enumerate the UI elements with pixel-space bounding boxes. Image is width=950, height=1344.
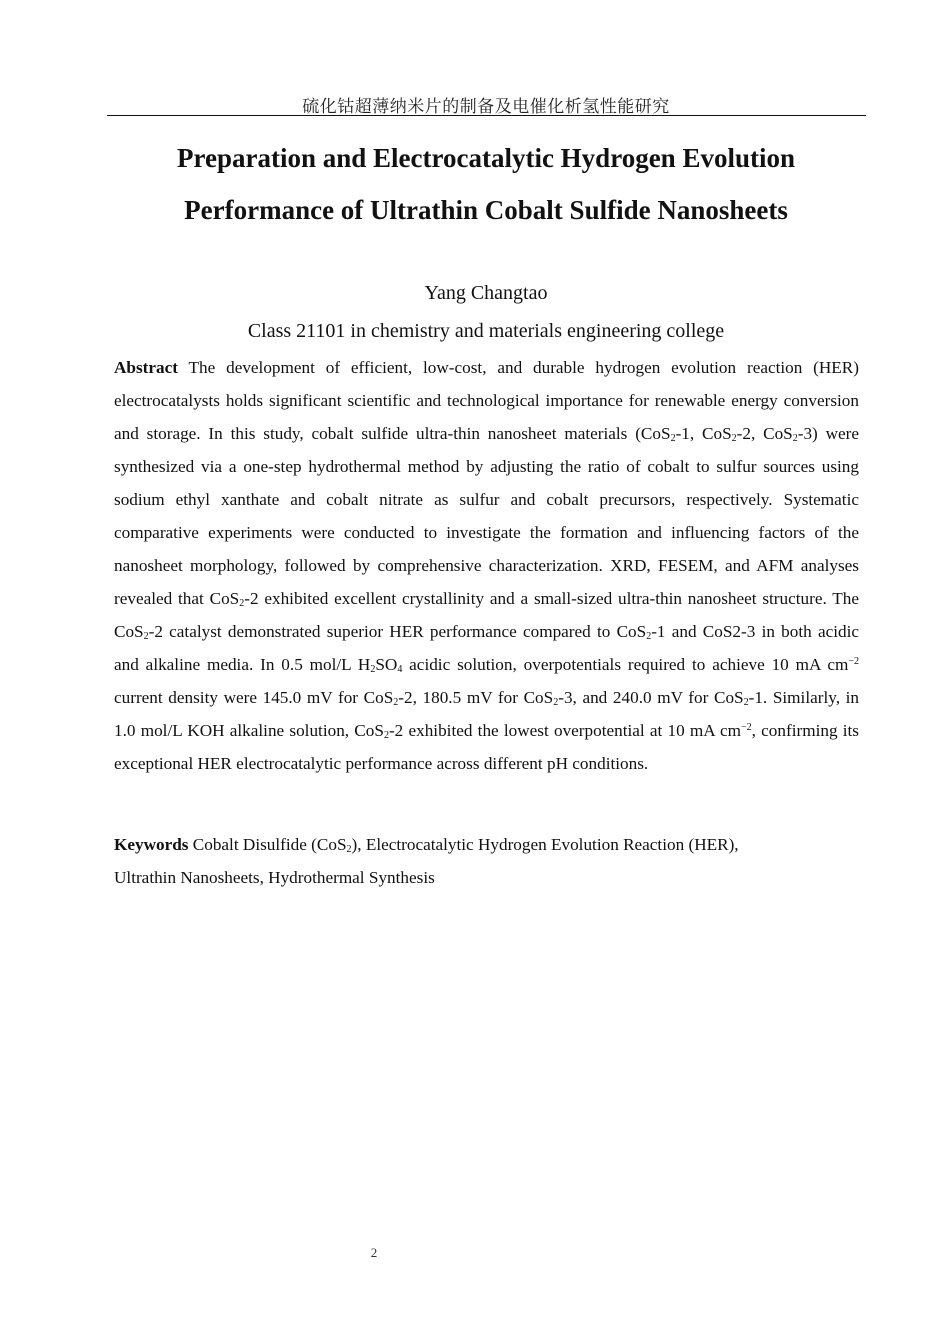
subscript: 2: [393, 697, 399, 708]
subscript: 2: [743, 697, 749, 708]
subscript: 2: [731, 433, 737, 444]
subscript: 2: [370, 664, 376, 675]
subscript: 2: [553, 697, 559, 708]
abstract-text: acidic solution, overpotentials required to achieve 10 mA cm: [402, 655, 849, 674]
running-header: 硫化钴超薄纳米片的制备及电催化析氢性能研究: [302, 97, 670, 117]
keywords-paragraph: [114, 828, 859, 894]
abstract-text: -1 and CoS2-3 in both acidic and alkaline media. In 0.5 mol/L H: [114, 622, 859, 674]
title-line-2: Performance of Ultrathin Cobalt Sulfide Nanosheets: [184, 195, 788, 225]
subscript: 2: [239, 598, 245, 609]
keywords-text: ), Electrocatalytic Hydrogen Evolution Reaction (HER),: [351, 835, 739, 854]
abstract-text: The development of efficient, low-cost, and durable hydrogen evolution reaction (HER) electrocatalysts holds significant scientific and technological importance for renewable energy conversion and storage. In this study, cobalt sulfide ultra-thin nanosheet materials (CoS: [114, 358, 859, 443]
abstract-text: -2 catalyst demonstrated superior HER performance compared to CoS: [148, 622, 647, 641]
subscript: 2: [383, 730, 389, 741]
header-rule: [107, 115, 866, 116]
author-name: Yang Changtao: [424, 282, 548, 304]
paper-title: [107, 132, 865, 236]
keywords-label: Keywords: [114, 835, 189, 854]
author-affiliation: Class 21101 in chemistry and materials engineering college: [247, 320, 725, 342]
abstract-text: -1, CoS: [675, 424, 732, 443]
subscript: 2: [646, 631, 652, 642]
abstract-text: , confirming its exceptional HER electrocatalytic performance across different pH conditions.: [114, 721, 859, 773]
abstract-label: Abstract: [114, 358, 178, 377]
keywords-text: Cobalt Disulfide (CoS: [188, 835, 347, 854]
abstract-text: -3) were synthesized via a one-step hydrothermal method by adjusting the ratio of cobalt to sulfur sources using sodium ethyl xanthate and cobalt nitrate as sulfur and cobalt precursors, respectively. Systematic comparative experiments were conducted to investigate the formation and influencing factors of the nanosheet morphology, followed by comprehensive characterization. XRD, FESEM, and AFM analyses revealed that CoS: [114, 424, 859, 608]
abstract-text: -1. Similarly, in 1.0 mol/L KOH alkaline solution, CoS: [114, 688, 859, 740]
abstract-text: -2, 180.5 mV for CoS: [398, 688, 554, 707]
subscript: 2: [143, 631, 149, 642]
abstract-text: current density were 145.0 mV for CoS: [114, 688, 394, 707]
abstract-text: SO: [375, 655, 398, 674]
abstract-text: -2 exhibited excellent crystallinity and a small-sized ultra-thin nanosheet structure. The CoS: [114, 589, 859, 641]
superscript: −2: [848, 656, 859, 667]
superscript: −2: [741, 722, 752, 733]
subscript: 2: [346, 844, 352, 855]
abstract-paragraph: [114, 351, 859, 780]
abstract-text: -2, CoS: [736, 424, 793, 443]
subscript: 2: [670, 433, 676, 444]
abstract-text: -2 exhibited the lowest overpotential at 10 mA cm: [388, 721, 741, 740]
title-line-1: Preparation and Electrocatalytic Hydrogen Evolution: [177, 143, 795, 173]
keywords-text: Ultrathin Nanosheets, Hydrothermal Synthesis: [114, 868, 435, 887]
page-number: 2: [370, 1245, 378, 1260]
subscript: 4: [397, 664, 403, 675]
abstract-text: -3, and 240.0 mV for CoS: [558, 688, 744, 707]
subscript: 2: [792, 433, 798, 444]
